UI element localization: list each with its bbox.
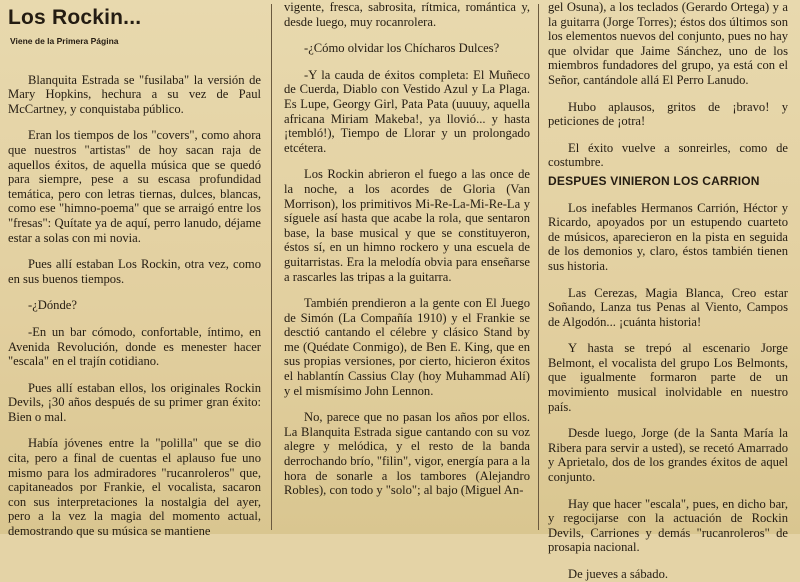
column-divider: [271, 4, 272, 530]
headline: Los Rockin...: [8, 6, 142, 29]
paragraph: Hubo aplausos, gritos de ¡bravo! y peticiones de ¡otra!: [548, 99, 788, 129]
paragraph: -Y la cauda de éxitos completa: El Muñeco de Cuerda, Diablo con Vestido Azul y La Plaga. Es Lupe, Georgy Girl, Pata Pata (uuuuy, aquella africana Miriam Makeba!, ya llovió... y hasta ¡tembló!), Tiempo de Llorar y un prolongado etcétera.: [284, 67, 530, 155]
paragraph: Y hasta se trepó al escenario Jorge Belmont, el vocalista del grupo Los Belmonts, que igualmente formaron parte de un movimiento musical inolvidable en nuestro país.: [548, 341, 788, 414]
paragraph: No, parece que no pasan los años por ellos. La Blanquita Estrada sigue cantando con su voz alegre y melódica, y el resto de la banda derrochando brío, "filin", vigor, energía para a la hora de sonarle a los tambores (Alejandro Robles), con todo y "solo"; al bajo (Miguel An-: [284, 410, 530, 498]
column-3: [548, 0, 788, 581]
paragraph: Los inefables Hermanos Carrión, Héctor y Ricardo, apoyados por un estupendo cuarteto de músicos, aparecieron en la pista en seguida de los demonios y, claro, éstos también tienen sus historia.: [548, 200, 788, 273]
paragraph-continued: gel Osuna), a los teclados (Gerardo Ortega) y a la guitarra (Jorge Torres); éstos dos últimos son los elementos nuevos del conjunto, pues no hay que olvidar que Jaime Sánchez, uno de los miembros fundadores del grupo, ya está con el Señor, cantándole allá El Perro Lanudo.: [548, 0, 788, 87]
subheading: DESPUES VINIERON LOS CARRION: [548, 173, 760, 188]
paragraph: Eran los tiempos de los "covers", como ahora que nuestros "artistas" de hoy sacan raja de aquellos éxitos, de aquella música que se quedó para siempre, pese a su escasa profundidad temática, pero con letras tiernas, dulces, blancas, como ese "himno-poema" que se arraigó entre los "fresas": Quítate ya de aquí, perro lanudo, déjame estar a solas con mi novia.: [8, 128, 261, 245]
paragraph: El éxito vuelve a sonreirles, como de costumbre.: [548, 140, 788, 170]
paragraph: Los Rockin abrieron el fuego a las once de la noche, a los acordes de Gloria (Van Morrison), los primitivos Mi-Re-La-Mi-Re-La y síguele así hasta que acabe la rola, que sentaron base, la base musical y que se constituyeron, éstos sí, en un himno rockero y una escuela de guitarristas. Era la melodía obvia para enseñarse a rascarles las tripas a la guitarra.: [284, 167, 530, 284]
paragraph-continued: vigente, fresca, sabrosita, rítmica, romántica y, desde luego, muy rocanrolera.: [284, 0, 530, 29]
column-divider: [538, 4, 539, 530]
paragraph: Blanquita Estrada se "fusilaba" la versión de Mary Hopkins, hechura a su vez de Paul McCartney, y conquistaba público.: [8, 72, 261, 116]
paragraph: Hay que hacer "escala", pues, en dicho bar, y regocijarse con la actuación de Rockin Devils, Carriones y demás "rucanroleros" de prosapia nacional.: [548, 496, 788, 555]
paragraph: -¿Cómo olvidar los Chícharos Dulces?: [304, 41, 500, 56]
paragraph: Había jóvenes entre la "polilla" que se dio cita, pero a final de cuentas el aplauso fue uno mismo para los admiradores "rucanroleros" que, capitaneados por Frankie, el vocalista, sacaron con sus interpretaciones la nostalgia del ayer, pero a la vez la magia del momento actual, demostrando que su música se mantiene: [8, 436, 261, 539]
paragraph: Pues allí estaban Los Rockin, otra vez, como en sus buenos tiempos.: [8, 257, 261, 286]
column-1: [8, 0, 261, 539]
column-2: [284, 0, 530, 534]
paragraph: Las Cerezas, Magia Blanca, Creo estar Soñando, Lanza tus Penas al Viento, Campos de Algodón... ¡cuánta historia!: [548, 285, 788, 329]
paragraph: -¿Dónde?: [28, 298, 77, 313]
paragraph: También prendieron a la gente con El Juego de Simón (La Compañía 1910) y el Frankie se desctió cantando el célebre y clásico Stand by me (Quédate Conmigo), de Ben E. King, que en sus propias versiones, por cierto, hicieron éxitos el hablantín Cassius Clay (hoy Muhammad Alí) y el mismísimo John Lennon.: [284, 296, 530, 398]
paragraph: Desde luego, Jorge (de la Santa María la Ribera para servir a usted), se recetó Amarrado y Aprietalo, dos de los grandes éxitos de aquel conjunto.: [548, 426, 788, 485]
paragraph: De jueves a sábado.: [568, 567, 669, 581]
dateline: Viene de la Primera Página: [10, 36, 119, 46]
paragraph: Pues allí estaban ellos, los originales Rockin Devils, ¡30 años después de su primer gran éxito: Bien o mal.: [8, 380, 261, 424]
paragraph: -En un bar cómodo, confortable, íntimo, en Avenida Revolución, donde es menester hacer "escala" en el trajín cotidiano.: [8, 324, 261, 369]
